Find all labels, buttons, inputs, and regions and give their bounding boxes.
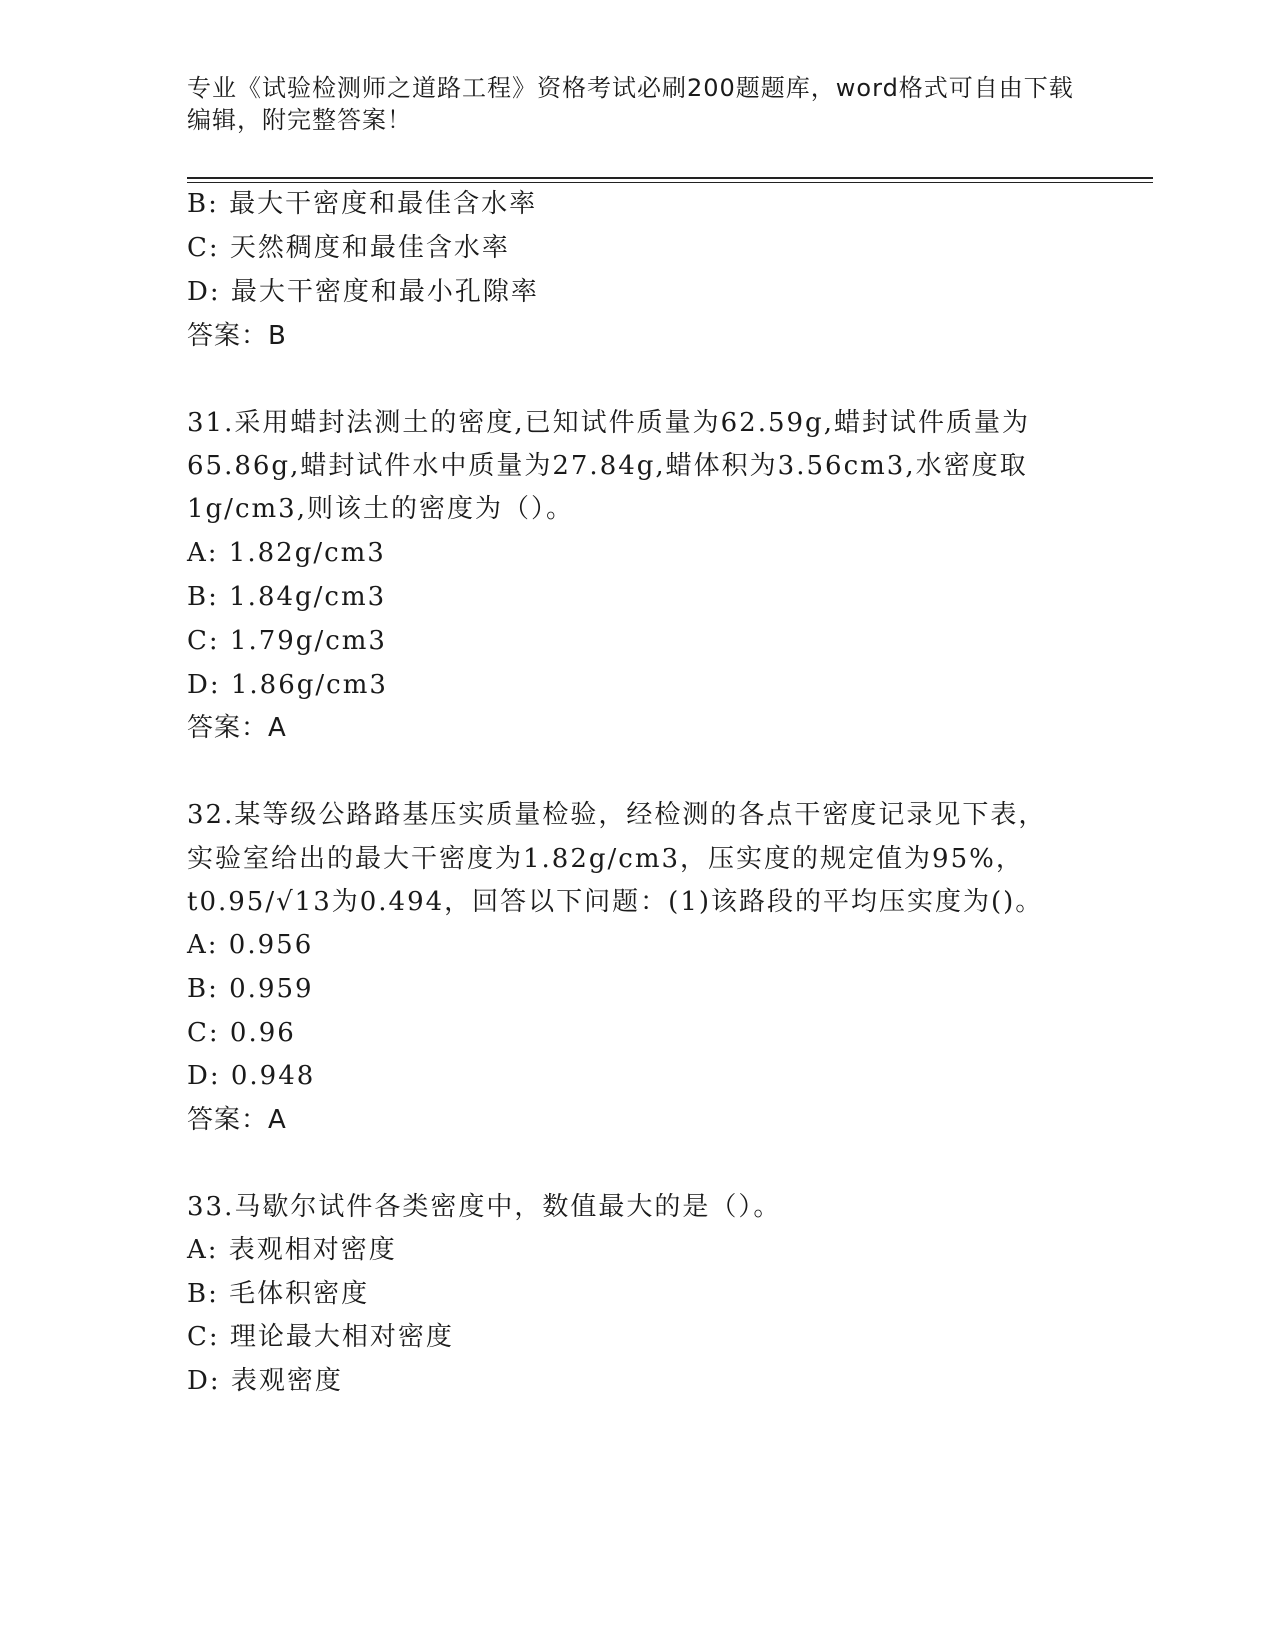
header-divider-thick <box>187 177 1153 179</box>
q32-stem-line-1: 32.某等级公路路基压实质量检验，经检测的各点干密度记录见下表， <box>187 800 1047 830</box>
header-divider-thin <box>187 182 1153 183</box>
q31-stem-line-2: 65.86g,蜡封试件水中质量为27.84g,蜡体积为3.56cm3,水密度取 <box>187 451 1028 481</box>
document-header <box>187 72 1087 136</box>
q31-answer: 答案：A <box>187 713 287 743</box>
q31-option-b: B: 1.84g/cm3 <box>187 582 387 612</box>
header-line-2: 编辑，附完整答案！ <box>187 106 412 134</box>
q31-option-a: A: 1.82g/cm3 <box>187 538 386 568</box>
header-line-1: 专业《试验检测师之道路工程》资格考试必刷200题题库，word格式可自由下载 <box>187 74 1074 102</box>
q33-stem-line-1: 33.马歇尔试件各类密度中，数值最大的是（）。 <box>187 1192 782 1222</box>
prev-option-c: C: 天然稠度和最佳含水率 <box>187 233 510 263</box>
q33-option-a: A: 表观相对密度 <box>187 1235 397 1265</box>
prev-option-d: D: 最大干密度和最小孔隙率 <box>187 277 539 307</box>
q31-option-c: C: 1.79g/cm3 <box>187 626 387 656</box>
q33-option-c: C: 理论最大相对密度 <box>187 1322 454 1352</box>
prev-answer: 答案：B <box>187 321 287 351</box>
q32-stem-line-2: 实验室给出的最大干密度为1.82g/cm3，压实度的规定值为95%， <box>187 844 1024 874</box>
q31-stem-line-3: 1g/cm3,则该土的密度为（）。 <box>187 494 574 524</box>
q32-option-d: D: 0.948 <box>187 1061 316 1091</box>
q32-option-a: A: 0.956 <box>187 930 314 960</box>
q32-stem-line-3: t0.95/√13为0.494，回答以下问题：(1)该路段的平均压实度为()。 <box>187 887 1044 917</box>
q33-option-d: D: 表观密度 <box>187 1366 343 1396</box>
q33-option-b: B: 毛体积密度 <box>187 1279 370 1309</box>
q31-option-d: D: 1.86g/cm3 <box>187 670 388 700</box>
q31-stem-line-1: 31.采用蜡封法测土的密度,已知试件质量为62.59g,蜡封试件质量为 <box>187 408 1030 438</box>
q32-answer: 答案：A <box>187 1105 287 1135</box>
q32-option-b: B: 0.959 <box>187 974 314 1004</box>
prev-option-b: B: 最大干密度和最佳含水率 <box>187 189 538 219</box>
q32-option-c: C: 0.96 <box>187 1018 296 1048</box>
